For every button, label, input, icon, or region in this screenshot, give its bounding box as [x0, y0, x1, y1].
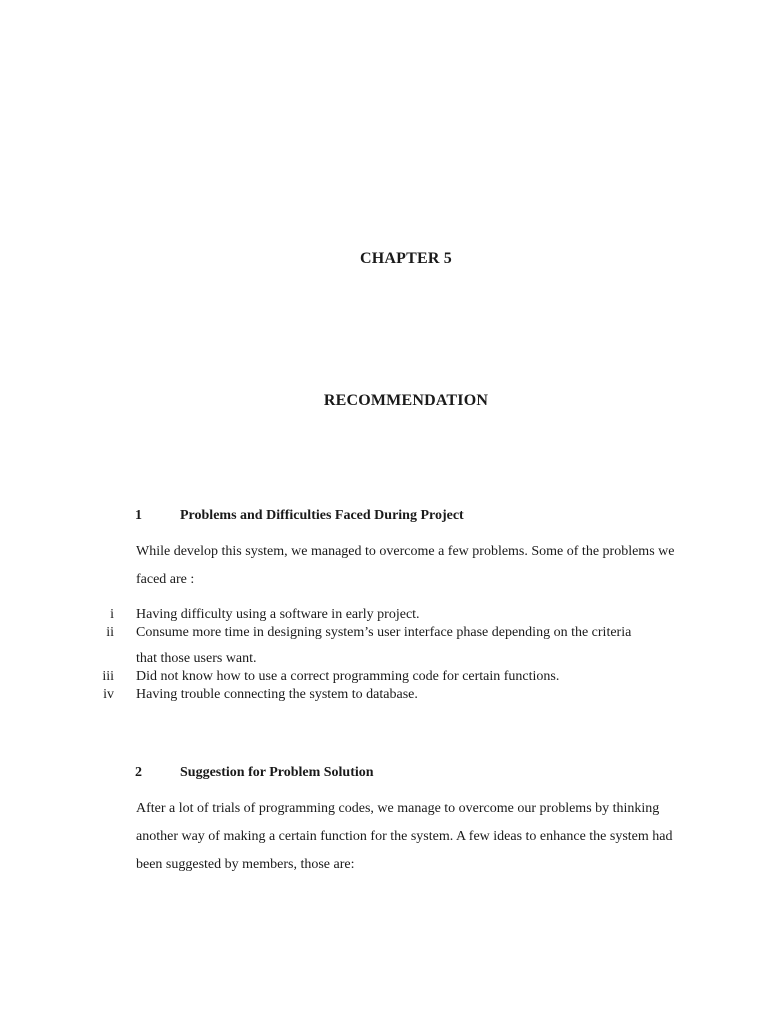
list-item-continuation: that those users want.: [136, 651, 257, 666]
list-item: [0, 624, 696, 668]
section-intro-2: After a lot of trials of programming codes, we manage to overcome our problems by thinking another way of making a certain function for the system. A few ideas to enhance the system had been suggested by members, those are:: [136, 801, 673, 872]
list-item-text: Having difficulty using a software in early project.: [136, 607, 420, 622]
list-item-text: Did not know how to use a correct programming code for certain functions.: [136, 669, 560, 684]
chapter-title: CHAPTER 5: [359, 250, 453, 267]
list-item-line: Consume more time in designing system’s user interface phase depending on the criteria: [136, 625, 632, 640]
list-marker: ii: [106, 625, 114, 640]
section-title: RECOMMENDATION: [323, 392, 489, 409]
problems-list: [0, 606, 696, 704]
list-item: [0, 686, 696, 704]
list-item-text: [136, 625, 696, 668]
section-number-2: 2: [135, 765, 142, 780]
section-heading-2: [135, 765, 374, 781]
list-marker: i: [110, 607, 114, 622]
list-marker: iv: [103, 687, 114, 702]
list-item: [0, 668, 696, 686]
list-item-text: Having trouble connecting the system to database.: [136, 687, 418, 702]
section-heading-1: [135, 508, 464, 524]
section-intro-1: While develop this system, we managed to overcome a few problems. Some of the problems we faced are :: [136, 544, 675, 587]
list-marker: iii: [102, 669, 114, 684]
section-heading-text-1: Problems and Difficulties Faced During Project: [180, 508, 464, 523]
section-heading-text-2: Suggestion for Problem Solution: [180, 765, 374, 780]
section-number-1: 1: [135, 508, 142, 523]
list-item: [0, 606, 696, 624]
